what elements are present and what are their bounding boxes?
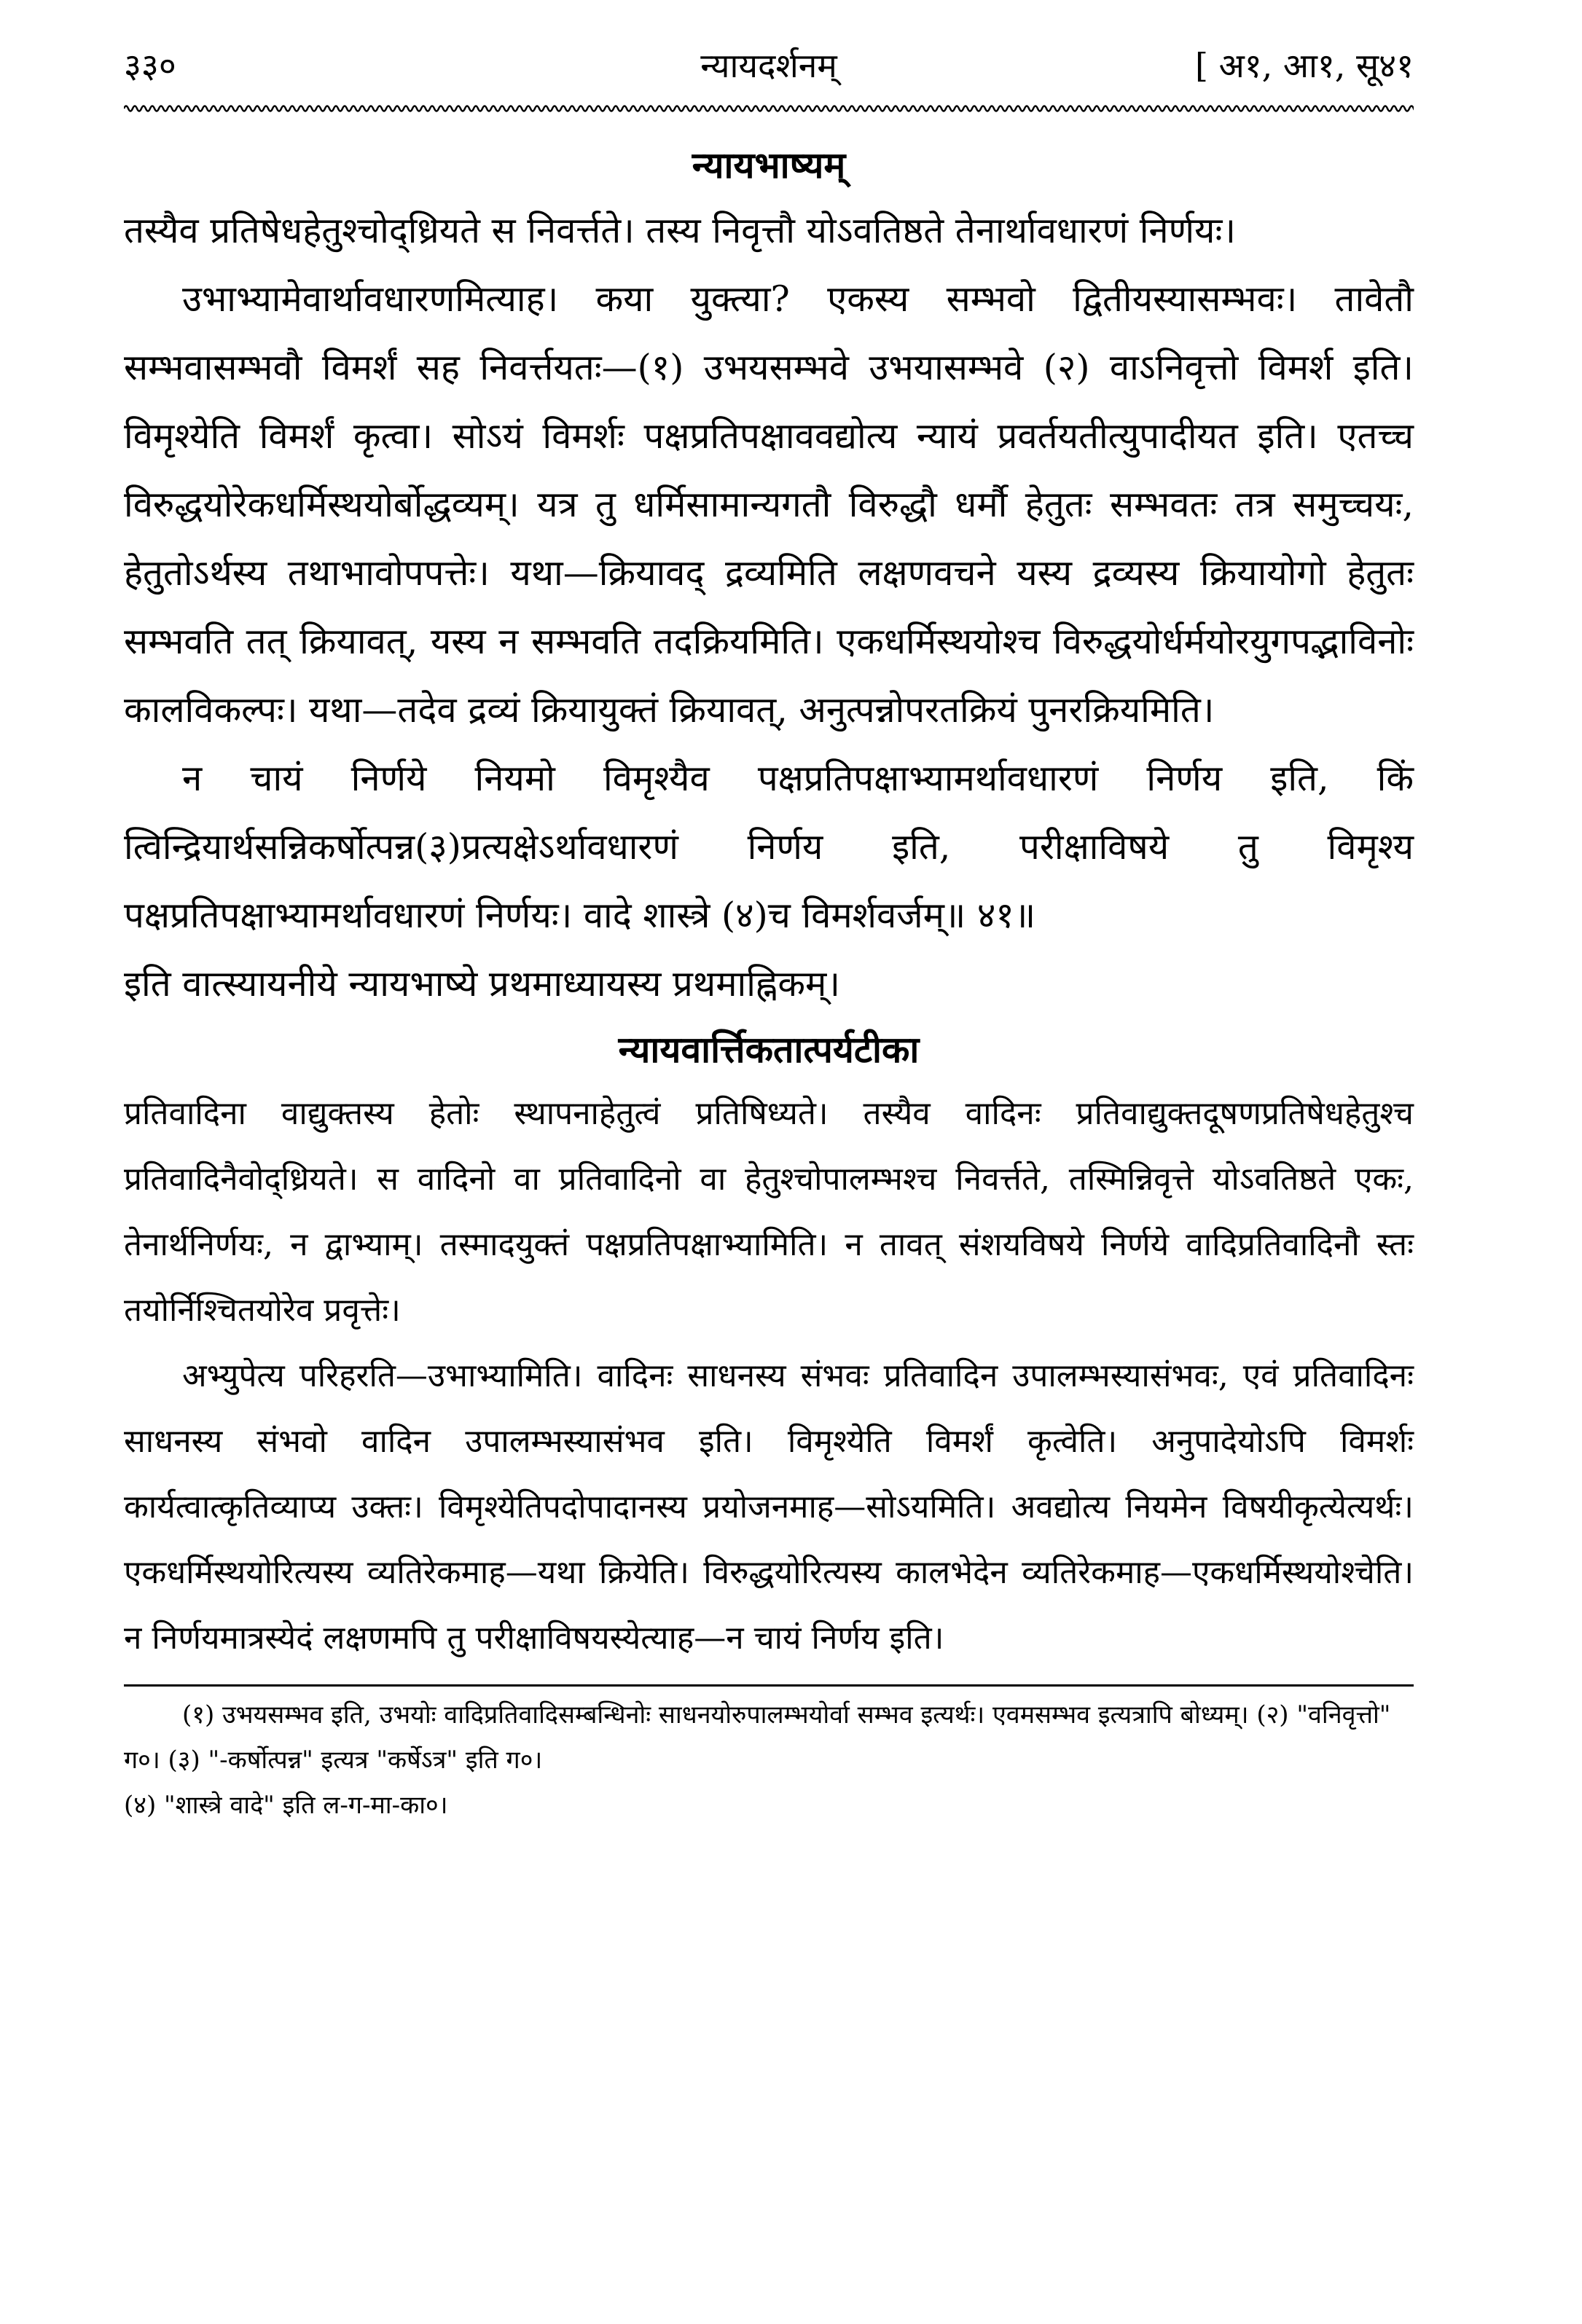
bhashya-paragraph: न चायं निर्णये नियमो विमृश्यैव पक्षप्रतिपक्षाभ्यामर्थावधारणं निर्णय इति, किं त्विन्द्रियार्थसन्निकर्षोत्पन्न(३)प्रत्यक्षेऽर्थावधारणं निर्णय इति, परीक्षाविषये तु विमृश्य पक्षप्रतिपक्षाभ्यामर्थावधारणं निर्णयः। वादे शास्त्रे (४)च विमर्शवर्जम्॥ ४१॥	[124, 758, 1414, 936]
bhashya-title: न्यायभाष्यम्	[692, 144, 846, 187]
footnotes	[124, 1692, 1414, 1828]
tika-title: न्यायवार्त्तिकतात्पर्यटीका	[618, 1028, 920, 1071]
page-number: ३३०	[124, 46, 176, 85]
header-wavy-rule	[124, 102, 1414, 115]
tatparya-tika-section	[124, 1018, 1414, 1671]
page	[124, 29, 1414, 2288]
chapter-reference: [ अ१, आ१, सू४१	[1195, 46, 1414, 85]
running-title: न्यायदर्शनम्	[700, 46, 837, 85]
footnote: (१) उभयसम्भव इति, उभयोः वादिप्रतिवादिसम्बन्धिनोः साधनयोरुपालम्भयोर्वा सम्भव इत्यर्थः। एवमसम्भव इत्यत्रापि बोध्यम्। (२) "वनिवृत्तो" ग०। (३) "-कर्षोत्पन्न" इत्यत्र "कर्षेऽत्र" इति ग०।	[124, 1700, 1391, 1775]
bhashya-paragraph: उभाभ्यामेवार्थावधारणमित्याह। कया युक्त्या? एकस्य सम्भवो द्वितीयस्यासम्भवः। तावेतौ सम्भवासम्भवौ विमर्शं सह निवर्त्तयतः—(१) उभयसम्भवे उभयासम्भवे (२) वाऽनिवृत्तो विमर्श इति। विमृश्येति विमर्शं कृत्वा। सोऽयं विमर्शः पक्षप्रतिपक्षाववद्योत्य न्यायं प्रवर्तयतीत्युपादीयत इति। एतच्च विरुद्धयोरेकधर्मिस्थयोर्बोद्धव्यम्। यत्र तु धर्मिसामान्यगतौ विरुद्धौ धर्मौ हेतुतः सम्भवतः तत्र समुच्चयः, हेतुतोऽर्थस्य तथाभावोपपत्तेः। यथा—क्रियावद् द्रव्यमिति लक्षणवचने यस्य द्रव्यस्य क्रियायोगो हेतुतः सम्भवति तत् क्रियावत्, यस्य न सम्भवति तदक्रियमिति। एकधर्मिस्थयोश्च विरुद्धयोर्धर्मयोरयुगपद्भाविनोः कालविकल्पः। यथा—तदेव द्रव्यं क्रियायुक्तं क्रियावत्, अनुत्पन्नोपरतक्रियं पुनरक्रियमिति।	[124, 278, 1414, 731]
tika-paragraph: प्रतिवादिना वाद्युक्तस्य हेतोः स्थापनाहेतुत्वं प्रतिषिध्यते। तस्यैव वादिनः प्रतिवाद्युक्तदूषणप्रतिषेधहेतुश्च प्रतिवादिनैवोद्ध्रियते। स वादिनो वा प्रतिवादिनो वा हेतुश्चोपालम्भश्च निवर्त्तते, तस्मिन्निवृत्ते योऽवतिष्ठते एकः, तेनार्थनिर्णयः, न द्वाभ्याम्। तस्मादयुक्तं पक्षप्रतिपक्षाभ्यामिति। न तावत् संशयविषये निर्णये वादिप्रतिवादिनौ स्तः तयोर्निश्चितयोरेव प्रवृत्तेः।	[124, 1095, 1414, 1329]
footnote: (४) "शास्त्रे वादे" इति ल-ग-मा-का०।	[124, 1791, 448, 1820]
bhashya-paragraph: तस्यैव प्रतिषेधहेतुश्चोद्ध्रियते स निवर्त्तते। तस्य निवृत्तौ योऽवतिष्ठते तेनार्थावधारणं निर्णयः।	[124, 210, 1236, 251]
bhashya-colophon: इति वात्स्यायनीये न्यायभाष्ये प्रथमाध्यायस्य प्रथमाह्निकम्।	[124, 963, 840, 1005]
nyaya-bhashya-section	[124, 134, 1414, 1018]
footnote-divider	[124, 1684, 1414, 1687]
tika-paragraph: अभ्युपेत्य परिहरति—उभाभ्यामिति। वादिनः साधनस्य संभवः प्रतिवादिन उपालम्भस्यासंभवः, एवं प्रतिवादिनः साधनस्य संभवो वादिन उपालम्भस्यासंभव इति। विमृश्येति विमर्शं कृत्वेति। अनुपादेयोऽपि विमर्शः कार्यत्वात्कृतिव्याप्य उक्तः। विमृश्येतिपदोपादानस्य प्रयोजनमाह—सोऽयमिति। अवद्योत्य नियमेन विषयीकृत्येत्यर्थः। एकधर्मिस्थयोरित्यस्य व्यतिरेकमाह—यथा क्रियेति। विरुद्धयोरित्यस्य कालभेदेन व्यतिरेकमाह—एकधर्मिस्थयोश्चेति। न निर्णयमात्रस्येदं लक्षणमपि तु परीक्षाविषयस्येत्याह—न चायं निर्णय इति।	[124, 1357, 1414, 1657]
page-header	[124, 29, 1414, 102]
